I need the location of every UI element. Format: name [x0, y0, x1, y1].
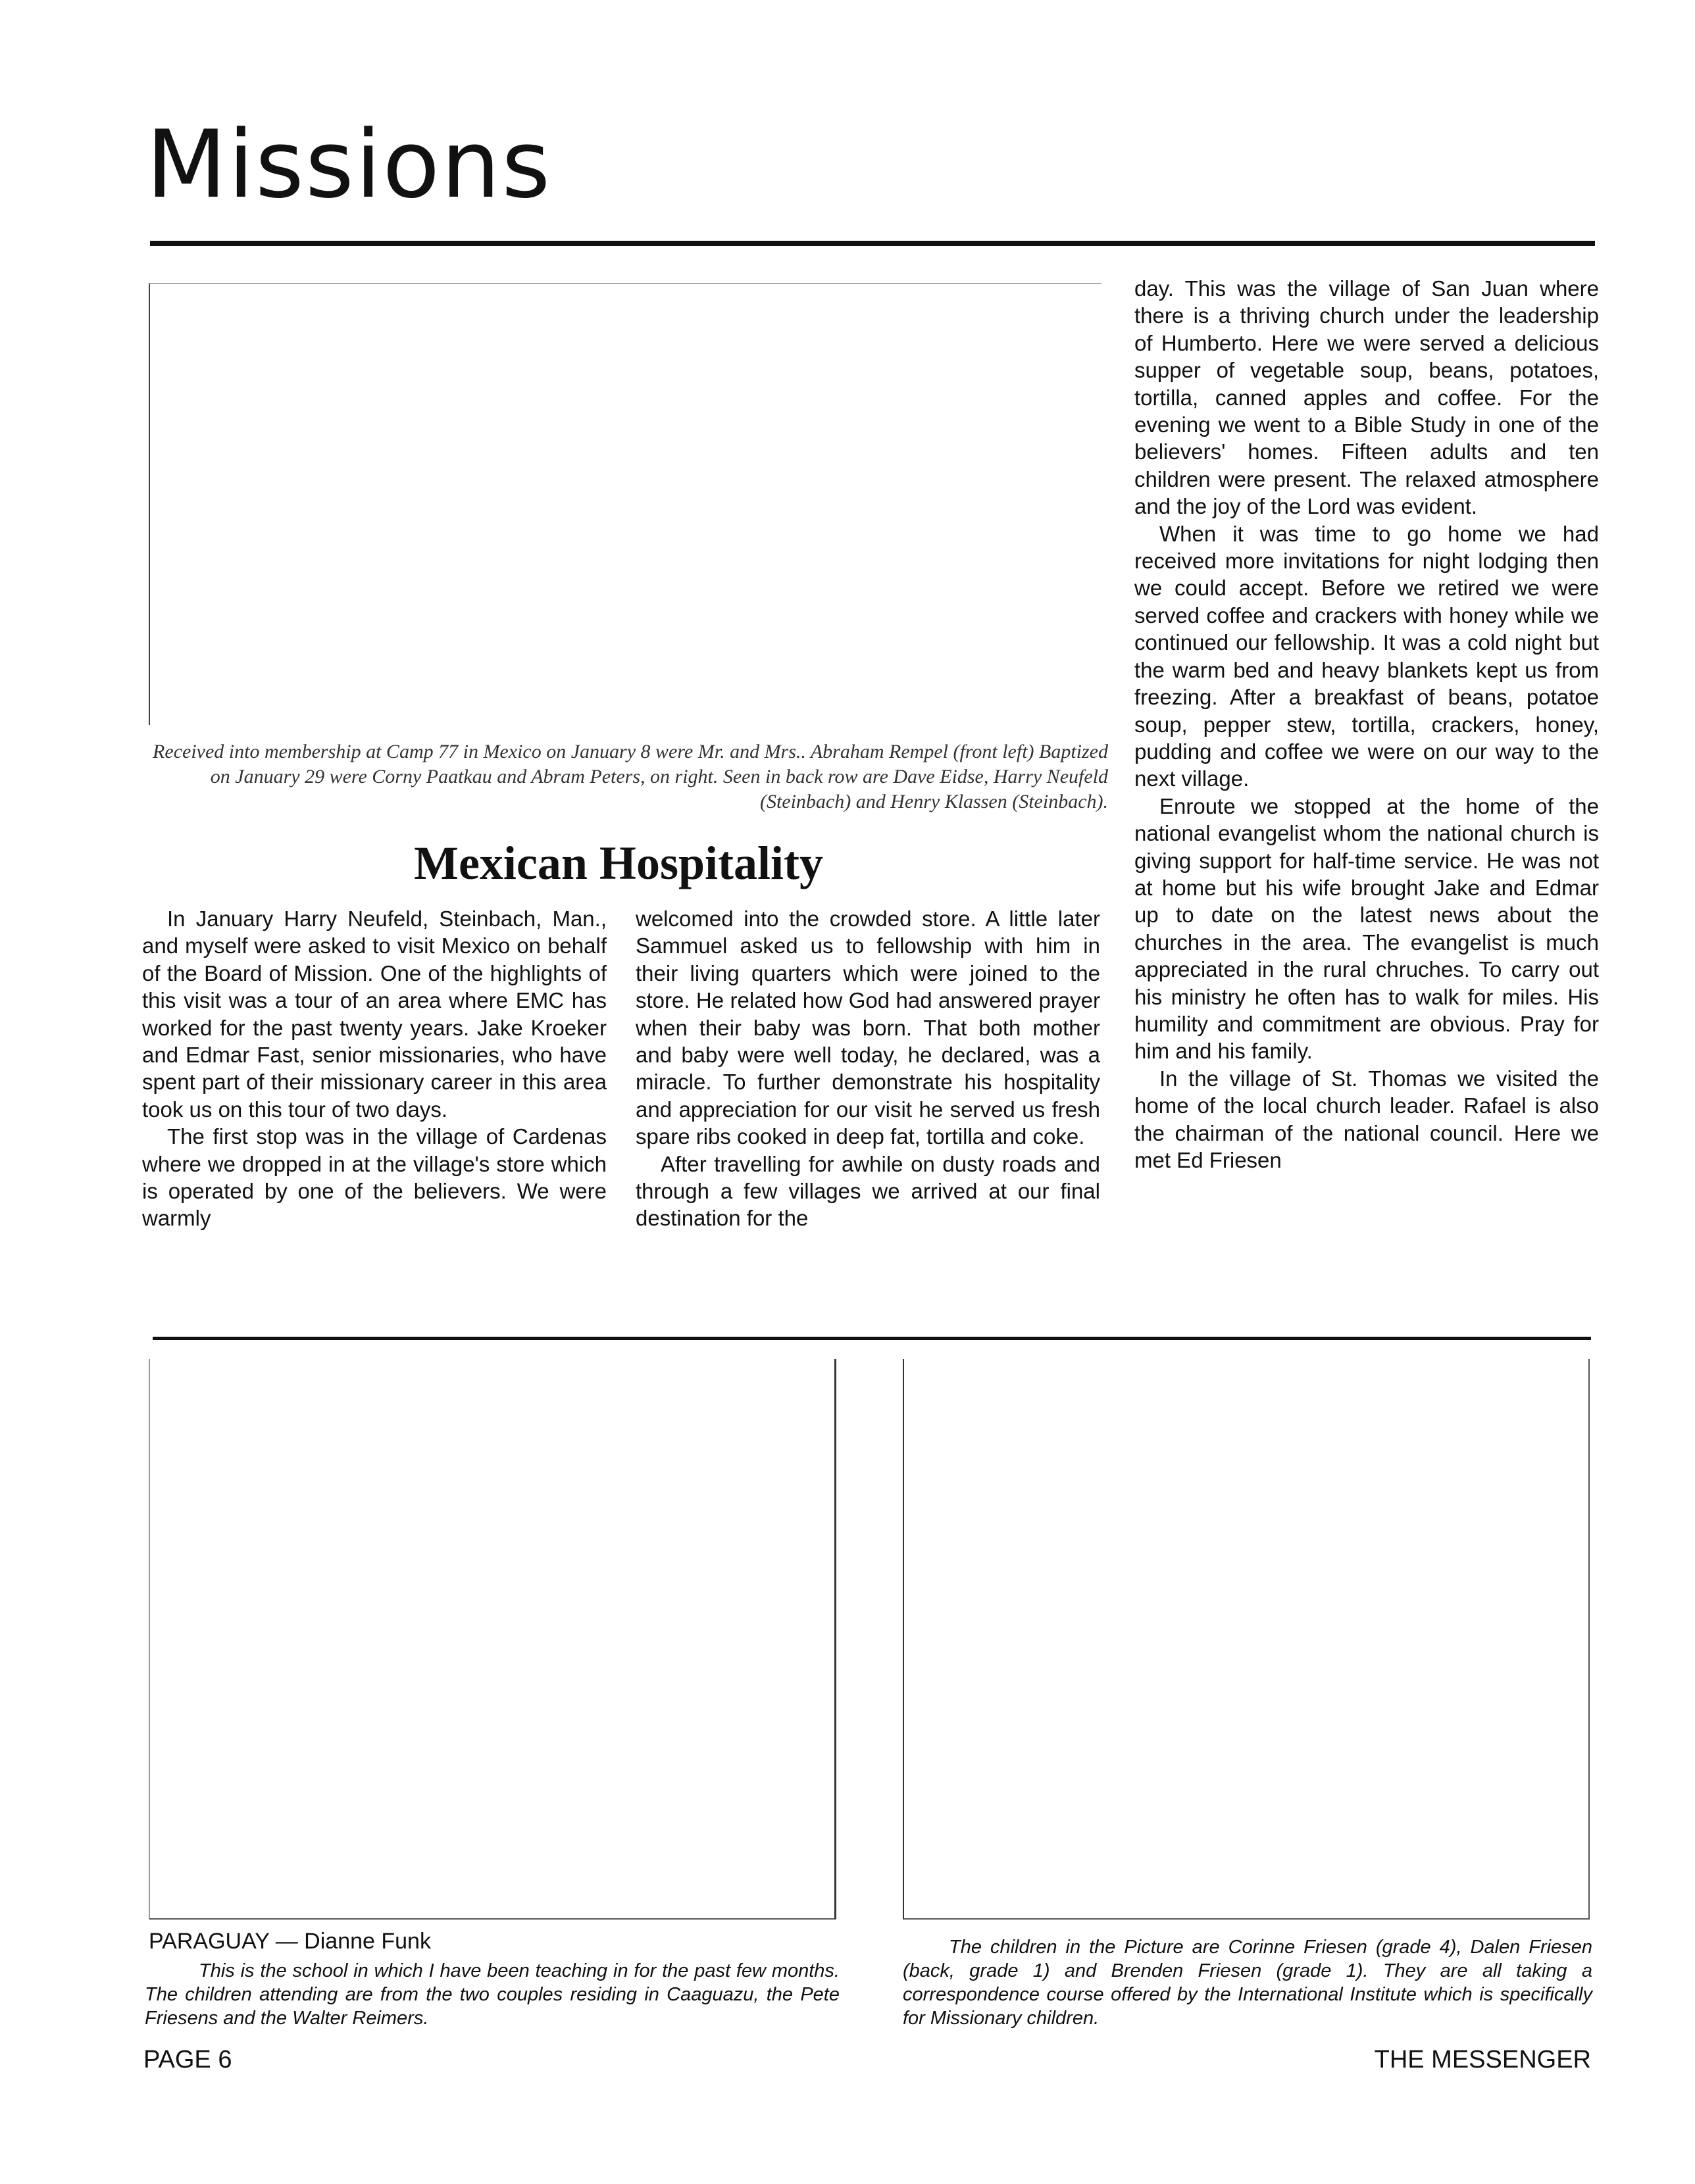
col3-paragraph-1: day. This was the village of San Juan where there is a thriving church under the leadership of Humberto. Here we were served a delicious supper of vegetable soup, beans, potatoes, tortilla, canned apples and coffee. For the evening we went to a Bible Study in one of the believers' homes. Fifteen adults and ten children were present. The relaxed atmosphere and the joy of the Lord was evident.	[1134, 276, 1599, 519]
section-title: Missions	[146, 111, 552, 219]
paraguay-school-photo	[149, 1359, 836, 1920]
col3-paragraph-3: Enroute we stopped at the home of the national evangelist whom the national church is giving support for half-time service. He was not at home but his wife brought Jake and Edmar up to date on the latest news about the churches in the area. The evangelist is much appreciated in the rural chruches. To carry out his ministry he often has to walk for miles. His humility and commitment are obvious. Pray for him and his family.	[1134, 793, 1599, 1064]
article-column-2	[636, 905, 1100, 1232]
col3-paragraph-2: When it was time to go home we had received more invitations for night lodging then we could accept. Before we retired we were served coffee and crackers with honey while we continued our fellowship. It was a cold night but the warm bed and heavy blankets kept us from freezing. After a breakfast of beans, potatoe soup, pepper stew, tortilla, crackers, honey, pudding and coffee we were on our way to the next village.	[1134, 521, 1599, 791]
bottom-section-rule	[153, 1337, 1591, 1340]
col1-paragraph-2: The first stop was in the village of Cardenas where we dropped in at the village's store which is operated by one of the believers. We were warmly	[142, 1124, 607, 1231]
children-caption: The children in the Picture are Corinne Friesen (grade 4), Dalen Friesen (back, grade 1) and Brenden Friesen (grade 1). They are all taking a correspondence course offered by the International Institute which is specifically for Missionary children.	[903, 1937, 1592, 2029]
col1-paragraph-1: In January Harry Neufeld, Steinbach, Man., and myself were asked to visit Mexico on behalf of the Board of Mission. One of the highlights of this visit was a tour of an area where EMC has worked for the past twenty years. Jake Kroeker and Edmar Fast, senior missionaries, who have spent part of their missionary career in this area took us on this tour of two days.	[142, 906, 607, 1122]
top-photo	[149, 283, 1101, 725]
children-photo	[903, 1359, 1590, 1920]
article-column-1	[142, 905, 607, 1232]
publication-name: THE MESSENGER	[1374, 2046, 1591, 2073]
top-photo-caption: Received into membership at Camp 77 in Mexico on January 8 were Mr. and Mrs.. Abraham Rempel (front left) Baptized on January 29 were Corny Paatkau and Abram Peters, on right. Seen in back row are Dave Eidse, Harry Neufeld (Steinbach) and Henry Klassen (Steinbach).	[153, 741, 1108, 812]
title-rule	[150, 241, 1595, 246]
article-headline: Mexican Hospitality	[414, 837, 823, 889]
article-column-3	[1134, 275, 1599, 1174]
col2-paragraph-1: welcomed into the crowded store. A little later Sammuel asked us to fellowship with him in their living quarters which were joined to the store. He related how God had answered prayer when their baby was born. That both mother and baby were well today, he declared, was a miracle. To further demonstrate his hospitality and appreciation for our visit he served us fresh spare ribs cooked in deep fat, tortilla and coke.	[636, 906, 1100, 1149]
col2-paragraph-2: After travelling for awhile on dusty roads and through a few villages we arrived at our final destination for the	[636, 1151, 1100, 1231]
paraguay-heading: PARAGUAY — Dianne Funk	[149, 1929, 431, 1954]
paraguay-caption: This is the school in which I have been teaching in for the past few months. The children attending are from the two couples residing in Caaguazu, the Pete Friesens and the Walter Reimers.	[145, 1960, 840, 2029]
page-number: PAGE 6	[143, 2046, 232, 2073]
col3-paragraph-4: In the village of St. Thomas we visited the home of the local church leader. Rafael is also the chairman of the national council. Here we met Ed Friesen	[1134, 1066, 1599, 1172]
